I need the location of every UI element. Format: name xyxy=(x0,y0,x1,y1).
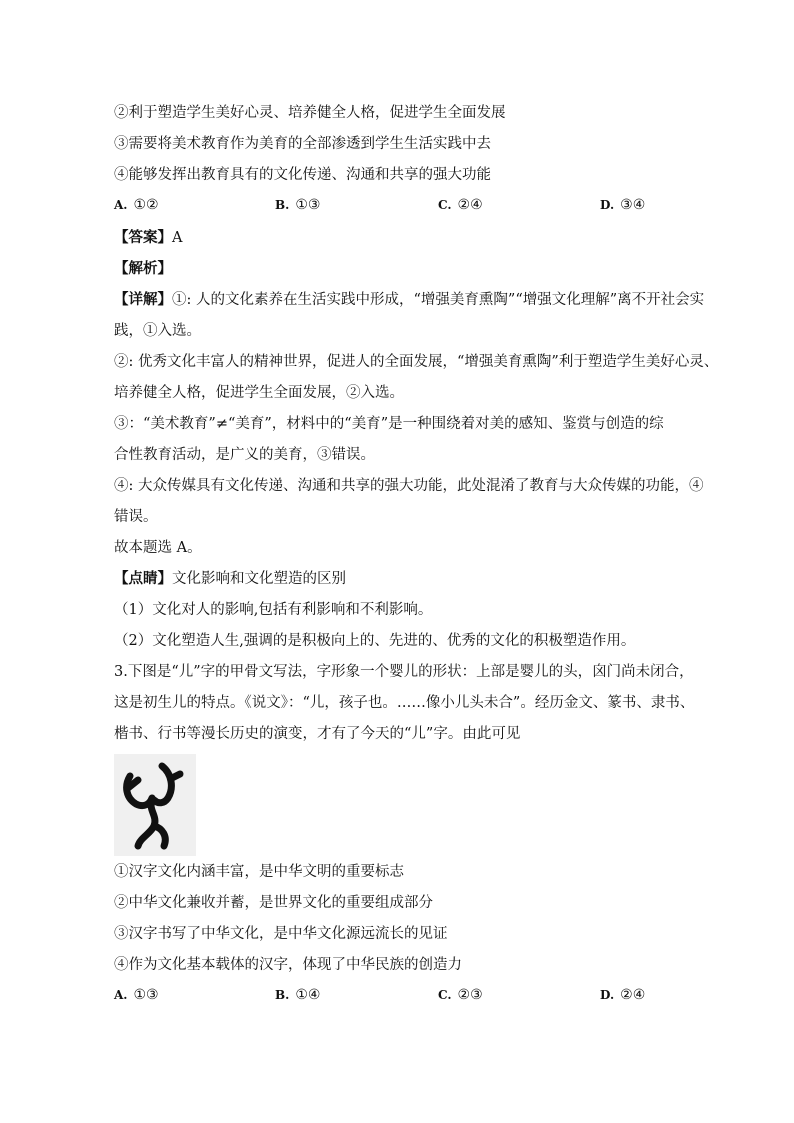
q3-stem-line-2: 这是初生儿的特点。《说文》：“儿，孩子也。……像小儿头未合”。经历金文、篆书、隶书、 xyxy=(114,695,695,711)
dianjing-point-2: （2）文化塑造人生,强调的是积极向上的、先进的、优秀的文化的积极塑造作用。 xyxy=(114,633,636,649)
answer-line xyxy=(114,228,182,248)
q2-item-4: ④能够发挥出教育具有的文化传递、沟通和共享的强大功能 xyxy=(114,167,491,183)
dianjing-title: 文化影响和文化塑造的区别 xyxy=(172,571,346,587)
q3-stem-line-1: 3.下图是“儿”字的甲骨文写法，字形象一个婴儿的形状：上部是婴儿的头，囟门尚未闭合， xyxy=(114,664,694,680)
q3-item-1: ①汉字文化内涵丰富，是中华文明的重要标志 xyxy=(114,864,404,880)
q3-option-b: B. ①④ xyxy=(275,987,321,1003)
q3-item-3: ③汉字书写了中华文化，是中华文化源远流长的见证 xyxy=(114,926,448,942)
answer-tag: 【答案】 xyxy=(114,229,172,246)
detail-line-8: 错误。 xyxy=(114,509,158,525)
q3-option-d: D. ②④ xyxy=(600,987,646,1003)
q2-option-a: A. ①② xyxy=(114,197,159,213)
oracle-bone-er-glyph xyxy=(114,754,196,856)
q3-item-2: ②中华文化兼收并蓄，是世界文化的重要组成部分 xyxy=(114,895,433,911)
oracle-bone-character-image xyxy=(114,754,196,856)
detail-line-4: 培养健全人格，促进学生全面发展，②入选。 xyxy=(114,385,404,401)
detail-line-2: 践，①入选。 xyxy=(114,323,201,339)
detail-line-5: ③：“美术教育”≠“美育”，材料中的“美育”是一种围绕着对美的感知、鉴赏与创造的综 xyxy=(114,416,664,432)
analysis-tag: 【解析】 xyxy=(114,260,172,277)
dianjing-tag: 【点睛】 xyxy=(114,570,172,587)
q2-item-3: ③需要将美术教育作为美育的全部渗透到学生生活实践中去 xyxy=(114,136,491,152)
detail-line-3: ②: 优秀文化丰富人的精神世界，促进人的全面发展，“增强美育熏陶”利于塑造学生美好心灵、 xyxy=(114,354,719,370)
dianjing-point-1: （1）文化对人的影响,包括有利影响和不利影响。 xyxy=(114,602,433,618)
q3-options xyxy=(114,987,674,1007)
detail-line-7: ④: 大众传媒具有文化传递、沟通和共享的强大功能，此处混淆了教育与大众传媒的功能，④ xyxy=(114,478,704,494)
q2-options xyxy=(114,197,674,217)
q2-option-d: D. ③④ xyxy=(600,197,646,213)
detail-conclusion: 故本题选 A。 xyxy=(114,540,202,556)
q3-option-a: A. ①③ xyxy=(114,987,159,1003)
detail-tag: 【详解】 xyxy=(114,291,172,308)
detail-line-6: 合性教育活动，是广义的美育，③错误。 xyxy=(114,447,375,463)
q3-stem-line-3: 楷书、行书等漫长历史的演变，才有了今天的“儿”字。由此可见 xyxy=(114,726,521,742)
detail-line-1: 【详解】①: 人的文化素养在生活实践中形成，“增强美育熏陶”“增强文化理解”离不开社会实 xyxy=(114,291,705,308)
answer-value: A xyxy=(172,230,183,246)
q3-option-c: C. ②③ xyxy=(438,987,483,1003)
q2-option-c: C. ②④ xyxy=(438,197,483,213)
q2-option-b: B. ①③ xyxy=(275,197,321,213)
dianjing-line xyxy=(114,569,346,589)
q3-item-4: ④作为文化基本载体的汉字，体现了中华民族的创造力 xyxy=(114,957,462,973)
q2-item-2: ②利于塑造学生美好心灵、培养健全人格，促进学生全面发展 xyxy=(114,105,506,121)
